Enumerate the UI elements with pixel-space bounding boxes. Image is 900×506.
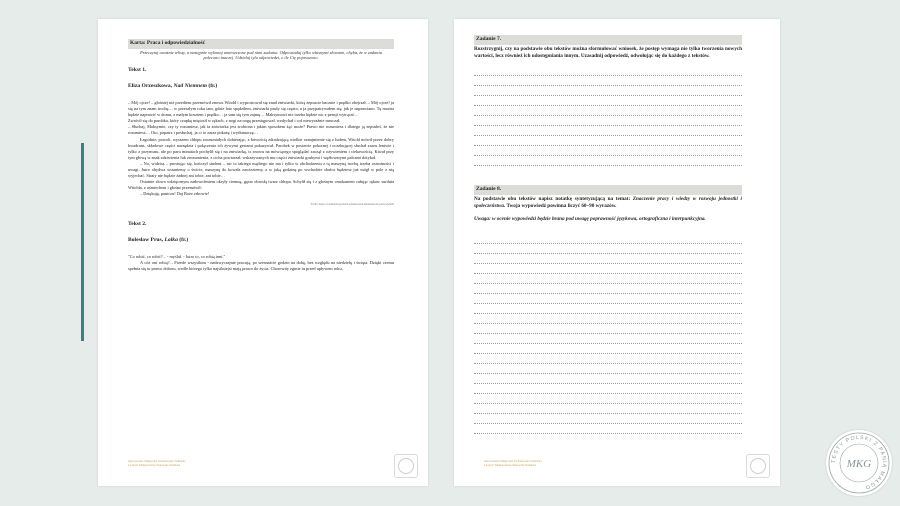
answer-line[interactable] [474, 135, 742, 136]
task7-heading: Zadanie 7. [474, 35, 742, 45]
text2-heading: Tekst 2. [128, 221, 147, 228]
answer-line[interactable] [474, 105, 742, 106]
text2-paragraph: "Co robić, co robić?... - myślał. - Jutro to, co robią inni." [128, 254, 226, 260]
answer-line[interactable] [474, 363, 742, 364]
text1-author: Eliza Orzeszkowa, Nad Niemnem (fr.) [128, 83, 218, 90]
text2-author: Bolesław Prus, Lalka (fr.) [128, 237, 189, 244]
task7-text: Rozstrzygnij, czy na podstawie obu tekstów można sformułować wniosek, że postęp wymaga nie tylko tworzenia nowych wartości, lecz również ich udostępniania innym. Uzasadnij odpowiedź, odwołując się do każdego z tekstów. [474, 45, 742, 59]
brand-stamp-logo [826, 430, 892, 496]
footer-line: Opracowanie: Małgorzata Kochanowska Stadnicka [484, 459, 542, 463]
text1-paragraph: Zwrócił się do parobka, który czapkę miętosił w rękach, z nogi na nogę przestępował, wzdychał i coś niewyraźnie mruczał. [128, 118, 341, 124]
text1-paragraph: Ostatnie słowa wdzięcznym zadowoleniem okryły ciemną, gęsto obrosłą twarz chłopa. Schylił się i z głośnym cmokaniem całując rękaw surduta Witolda, z uśmiechem i głośno przemówił: [128, 179, 394, 191]
stamp-ring-text: TESTY POLSKI Z PANIĄ MAŁGO [830, 434, 888, 491]
answer-line[interactable] [474, 273, 742, 274]
text1-paragraph: – Dziękuję, paniczu! Daj Boże zdrowie! [140, 191, 210, 197]
page-logo-icon [394, 454, 418, 478]
text1-source-link[interactable]: Źródło: https://wolnelektury.pl/katalog/lektura/nad-niemnem-tom-pierwszy.html [310, 203, 394, 207]
task8-answer-lines[interactable] [474, 243, 742, 434]
answer-line[interactable] [474, 115, 742, 116]
footer-line: Opracowanie: Małgorzata Kochanowska Stadnicka [128, 459, 186, 463]
footer-line: Licencja: Małgorzata Kochanowska Stadnicka [128, 463, 181, 467]
left-page-footer [128, 460, 185, 468]
answer-line[interactable] [474, 393, 742, 394]
text1-paragraph: – No, widzisz – prostując się, kończył student – nic to takiego mądrego nie ma i tylko w obchodzeniu z tą maszyną trochę trzeba ostrożności i uwagi. Jutro obydwa wstaniemy o świcie, maszynę do kowala zawieziemy, a w jaką godzinę po wschodzie słońca będziesz już mógł w pole z nią wyjechać. Straty nie będzie żadnej ani tobie, ani tobie… [128, 160, 394, 179]
answer-line[interactable] [474, 145, 742, 146]
text1-paragraph: – Mój ojcze! – głośniej niż przedtem przemówił znowu Witold i wyprostował się znad żniwiarki, którą zepsucie bacznie i prędko obejrzał. – Mój ojcze! ja się na tym znam trochę… w przeszłym roku tam, gdzie lato spędziłem, żniwiarki psuły się często, a ja przypatrywałem się, jak je naprawiano. Tę można będzie naprawić w domu, z małym kosztem i prędko… ja sam się tym zajmę… Maksymowi nie trzeba będzie nic z pensji wytrącać… [128, 99, 394, 118]
answer-line[interactable] [474, 125, 742, 126]
answer-line[interactable] [474, 423, 742, 424]
answer-line[interactable] [474, 333, 742, 334]
task7-answer-lines[interactable] [474, 75, 742, 166]
answer-line[interactable] [474, 263, 742, 264]
answer-line[interactable] [474, 283, 742, 284]
task8-block [474, 185, 742, 223]
answer-line[interactable] [474, 155, 742, 156]
answer-line[interactable] [474, 383, 742, 384]
answer-line[interactable] [474, 75, 742, 76]
right-page-footer [484, 460, 541, 468]
text1-heading: Tekst 1. [128, 67, 147, 74]
answer-line[interactable] [474, 95, 742, 96]
stamp-monogram: MKG [846, 458, 872, 470]
answer-line[interactable] [474, 243, 742, 244]
answer-line[interactable] [474, 373, 742, 374]
text1-paragraph: Łagodnie, powoli, wyrazem chłopu zrozumiałych dobierając, z łatwością zdradzającą wielkie oznajmienie się z ludem, Witold mówił przez dobry kwadrans, składowe części narzędzia i połączenia ich żywymi gestami pokazywał. Parobek w postawie pokornej i oczekującej słuchał zrazu leniwie i tylko z przymusu, ale po paru minutach pochylił się i na żniwiarkę, ts znowu na mówiącego spoglądać zaczął z ożywieniem i ciekawością. Kiwał przy tym głową w znak zdziwienia lub zrozumienia, z cicha powtarzał, wskazywanych mu części żniwiarki grubymi i wężłowatymi palcami dotykał. [128, 136, 394, 160]
page-logo-icon [746, 454, 770, 478]
answer-line[interactable] [474, 303, 742, 304]
answer-line[interactable] [474, 343, 742, 344]
text2-paragraph: A cóż oni robią?... Przede wszystkim - nadzwyczajnie pracują, po szesnaście godzin na dobę, bez względu na niedzielę i święta. Dzięki czemu spełnia się tu prawo doboru, wedle którego tylko najsilniejsi mają prawo do życia. Chorowity zginie tu przed upływem roku, [128, 260, 394, 272]
task8-text: Na podstawie obu tekstów napisz notatkę syntetyzującą na temat: Znaczenie pracy i wiedzy w rozwoju jednostki i społeczeństwa. Twoja wypowiedź powinna liczyć 60–90 wyrazów. [474, 195, 743, 209]
left-page-content [128, 39, 394, 272]
answer-line[interactable] [474, 323, 742, 324]
stamp-svg [826, 430, 892, 496]
worksheet-page-left [98, 19, 428, 486]
answer-line[interactable] [474, 413, 742, 414]
card-instructions: Przeczytaj uważnie teksty, a następnie wykonaj umieszczone pod nimi zadania. Odpowiadaj tylko własnymi słowami, chyba, że w zadaniu polecono inaczej. Udzielaj tylu odpowiedzi, o ile Cię poproszono. [140, 49, 382, 61]
task8-heading: Zadanie 8. [474, 185, 742, 195]
worksheet-page-right [454, 19, 780, 486]
task8-note: Uwaga: w ocenie wypowiedzi będzie brana pod uwagę poprawność językowa, ortograficzna i interpunkcyjna. [474, 215, 706, 222]
answer-line[interactable] [474, 433, 742, 434]
answer-line[interactable] [474, 165, 742, 166]
slide-accent-bar [81, 143, 84, 341]
answer-line[interactable] [474, 403, 742, 404]
footer-line: Licencja: Małgorzata Kochanowska Stadnicka [484, 463, 537, 467]
answer-line[interactable] [474, 353, 742, 354]
answer-line[interactable] [474, 85, 742, 86]
answer-line[interactable] [474, 253, 742, 254]
text1-paragraph: – Słuchaj, Maksymie, czy ty rozumiesz, jak ta żniwiarka jest zrobiona i jakim sposobem żąć może? Prawo nie rozumiesz i dlatego ją zepsułeś, że nie rozumiesz… Oto, popatrz i posłuchaj, ja ci to zaraz pokażę i wytłumaczę… [128, 124, 394, 136]
answer-line[interactable] [474, 313, 742, 314]
answer-line[interactable] [474, 293, 742, 294]
card-title: Karta: Praca i odpowiedzialność [128, 39, 394, 49]
task7-block [474, 35, 742, 60]
